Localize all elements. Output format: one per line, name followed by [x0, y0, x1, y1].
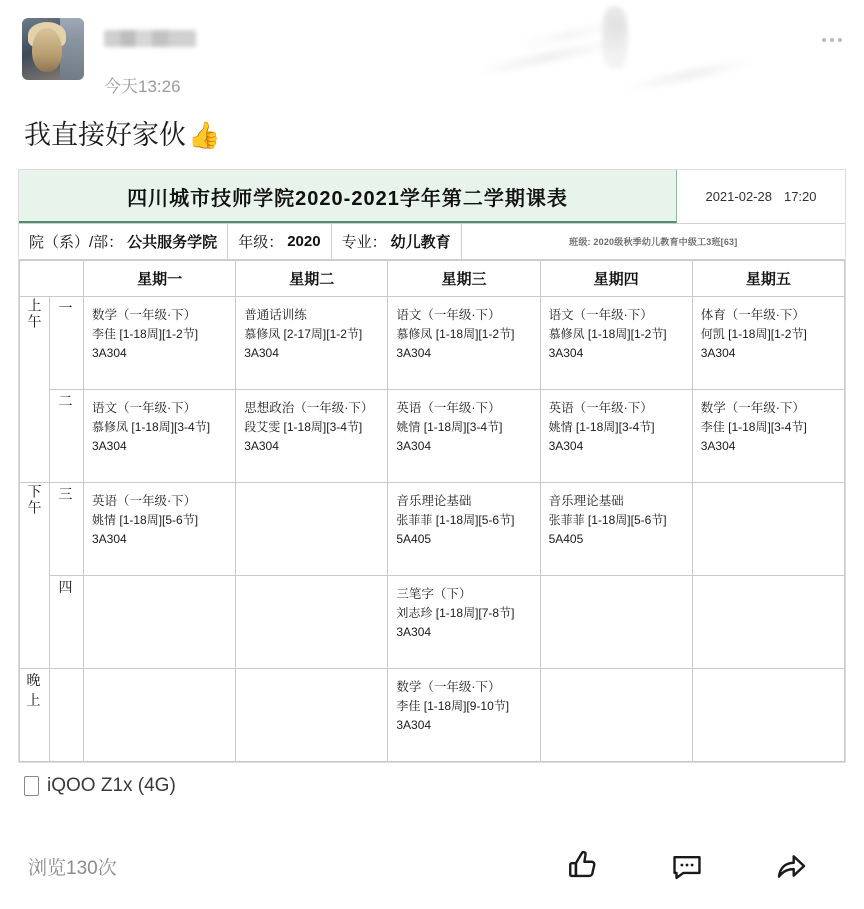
corner-cell-index: [50, 261, 84, 297]
class-cell-wed-4[interactable]: [388, 576, 540, 669]
course-room: 5A405: [548, 532, 584, 547]
meta-major-label: 专业：: [341, 234, 387, 252]
course-room: 3A304: [548, 439, 584, 454]
course-room: 3A304: [396, 346, 432, 361]
course-room: 3A304: [548, 346, 584, 361]
course-detail: 姚情 [1-18周][5-6节]: [92, 513, 199, 528]
class-cell-mon-3[interactable]: [84, 483, 236, 576]
meta-major-value: 幼儿教育: [390, 234, 451, 252]
timetable-header-row: [20, 261, 845, 297]
course-name: 英语（一年级·下）: [92, 494, 197, 509]
course-room: 3A304: [396, 718, 432, 733]
class-cell-mon-4[interactable]: [84, 576, 236, 669]
course-room: 3A304: [92, 532, 127, 547]
course-name: 数学（一年级·下）: [396, 680, 501, 695]
day-header-thursday: 星期四: [540, 261, 692, 297]
course-detail: 慕修凤 [1-18周][3-4节]: [92, 420, 211, 435]
section-label-morning-text: 上午: [26, 298, 43, 331]
author-name-redacted: [104, 30, 196, 47]
class-cell-fri-4[interactable]: [692, 576, 844, 669]
view-count: 浏览130次: [28, 857, 117, 879]
course-detail: 慕修凤 [2-17周][1-2节]: [244, 327, 363, 342]
comment-icon[interactable]: [670, 849, 704, 883]
course-room: 3A304: [92, 346, 127, 361]
period-index-4: 四: [50, 576, 84, 669]
course-name: 音乐理论基础: [548, 494, 624, 509]
class-cell-thu-1[interactable]: [540, 297, 692, 390]
course-detail: 刘志珍 [1-18周][7-8节]: [396, 606, 515, 621]
action-bar: [566, 849, 836, 883]
course-name: 三笔字（下）: [396, 587, 472, 602]
avatar[interactable]: [22, 18, 84, 80]
share-icon[interactable]: [774, 849, 808, 883]
course-room: 3A304: [396, 625, 432, 640]
day-header-tuesday: 星期二: [236, 261, 388, 297]
period-index-2: 二: [50, 390, 84, 483]
course-detail: 段艾雯 [1-18周][3-4节]: [244, 420, 363, 435]
class-cell-mon-1[interactable]: [84, 297, 236, 390]
course-name: 音乐理论基础: [396, 494, 472, 509]
class-cell-thu-2[interactable]: [540, 390, 692, 483]
class-cell-thu-3[interactable]: [540, 483, 692, 576]
course-detail: 姚情 [1-18周][3-4节]: [548, 420, 655, 435]
course-room: 3A304: [244, 439, 279, 454]
section-label-afternoon-text: 下午: [26, 484, 43, 517]
table-row: [20, 576, 845, 669]
course-detail: 姚情 [1-18周][3-4节]: [396, 420, 503, 435]
meta-class-note: 班级: 2020级秋季幼儿教育中级工3班[63]: [569, 237, 738, 248]
class-cell-wed-3[interactable]: [388, 483, 540, 576]
class-cell-mon-2[interactable]: [84, 390, 236, 483]
course-name: 语文（一年级·下）: [92, 401, 197, 416]
meta-grade-label: 年级：: [238, 234, 284, 252]
class-cell-tue-2[interactable]: [236, 390, 388, 483]
course-detail: 慕修凤 [1-18周][1-2节]: [396, 327, 515, 342]
class-cell-fri-1[interactable]: [692, 297, 844, 390]
background-ghost-image: [474, 0, 754, 96]
class-cell-mon-5[interactable]: [84, 669, 236, 762]
thumbs-up-icon[interactable]: [566, 849, 600, 883]
table-row: [20, 297, 845, 390]
course-detail: 张菲菲 [1-18周][5-6节]: [548, 513, 667, 528]
course-name: 语文（一年级·下）: [548, 308, 653, 323]
meta-grade-value: 2020: [287, 233, 321, 251]
course-name: 普通话训练: [244, 308, 307, 323]
thumbs-up-emoji: 👍: [188, 119, 221, 150]
section-label-evening-text: 晚上: [26, 672, 43, 709]
day-header-monday: 星期一: [84, 261, 236, 297]
more-options-icon[interactable]: [822, 38, 842, 42]
class-cell-wed-5[interactable]: [388, 669, 540, 762]
timetable-date: 2021-02-28: [705, 189, 772, 205]
period-index-5: [50, 669, 84, 762]
timetable-grid: [19, 260, 845, 762]
course-room: 3A304: [700, 439, 736, 454]
course-detail: 李佳 [1-18周][3-4节]: [700, 420, 807, 435]
section-label-morning: [20, 297, 50, 483]
timetable-title: 四川城市技师学院2020-2021学年第二学期课表: [19, 170, 677, 223]
meta-grade: [228, 224, 331, 259]
timetable-time: 17:20: [783, 189, 817, 205]
timetable-title-row: [19, 170, 845, 224]
course-name: 英语（一年级·下）: [396, 401, 501, 416]
section-label-evening: [20, 669, 50, 762]
meta-department: [19, 224, 228, 259]
class-cell-tue-3[interactable]: [236, 483, 388, 576]
phone-icon: [24, 776, 39, 796]
timetable-image[interactable]: [18, 169, 846, 763]
course-room: 3A304: [396, 439, 432, 454]
course-name: 数学（一年级·下）: [92, 308, 197, 323]
meta-department-value: 公共服务学院: [127, 234, 218, 252]
class-cell-thu-5[interactable]: [540, 669, 692, 762]
course-name: 语文（一年级·下）: [396, 308, 501, 323]
class-cell-wed-2[interactable]: [388, 390, 540, 483]
course-room: 3A304: [92, 439, 127, 454]
course-room: 3A304: [244, 346, 279, 361]
author-name[interactable]: [104, 30, 196, 47]
course-name: 英语（一年级·下）: [548, 401, 653, 416]
course-detail: 李佳 [1-18周][1-2节]: [92, 327, 199, 342]
section-label-afternoon: [20, 483, 50, 669]
table-row: [20, 483, 845, 576]
post-text-content: 我直接好家伙: [24, 120, 186, 150]
table-row: [20, 390, 845, 483]
class-cell-tue-5[interactable]: [236, 669, 388, 762]
class-cell-thu-4[interactable]: [540, 576, 692, 669]
meta-department-label: 院（系）/部：: [29, 234, 124, 252]
post-footer: [0, 823, 864, 909]
corner-cell-half: [20, 261, 50, 297]
post-header: [0, 0, 864, 112]
course-name: 数学（一年级·下）: [700, 401, 805, 416]
device-name: iQOO Z1x (4G): [47, 775, 176, 797]
course-name: 思想政治（一年级·下）: [244, 401, 374, 416]
post-timestamp: 今天13:26: [104, 77, 181, 96]
class-cell-wed-1[interactable]: [388, 297, 540, 390]
course-name: 体育（一年级·下）: [700, 308, 805, 323]
timetable-datetime: [677, 170, 845, 223]
course-detail: 张菲菲 [1-18周][5-6节]: [396, 513, 515, 528]
post-text: [0, 112, 864, 169]
table-row: [20, 669, 845, 762]
period-index-1: 一: [50, 297, 84, 390]
class-cell-fri-2[interactable]: [692, 390, 844, 483]
class-cell-tue-4[interactable]: [236, 576, 388, 669]
class-cell-fri-3[interactable]: [692, 483, 844, 576]
course-detail: 慕修凤 [1-18周][1-2节]: [548, 327, 667, 342]
course-room: 3A304: [700, 346, 736, 361]
class-cell-tue-1[interactable]: [236, 297, 388, 390]
timetable-meta-row: [19, 224, 845, 260]
course-room: 5A405: [396, 532, 432, 547]
day-header-wednesday: 星期三: [388, 261, 540, 297]
course-detail: 李佳 [1-18周][9-10节]: [396, 699, 510, 714]
meta-major: [332, 224, 462, 259]
class-cell-fri-5[interactable]: [692, 669, 844, 762]
period-index-3: 三: [50, 483, 84, 576]
device-line: [0, 763, 864, 797]
day-header-friday: 星期五: [692, 261, 844, 297]
course-detail: 何凯 [1-18周][1-2节]: [700, 327, 807, 342]
